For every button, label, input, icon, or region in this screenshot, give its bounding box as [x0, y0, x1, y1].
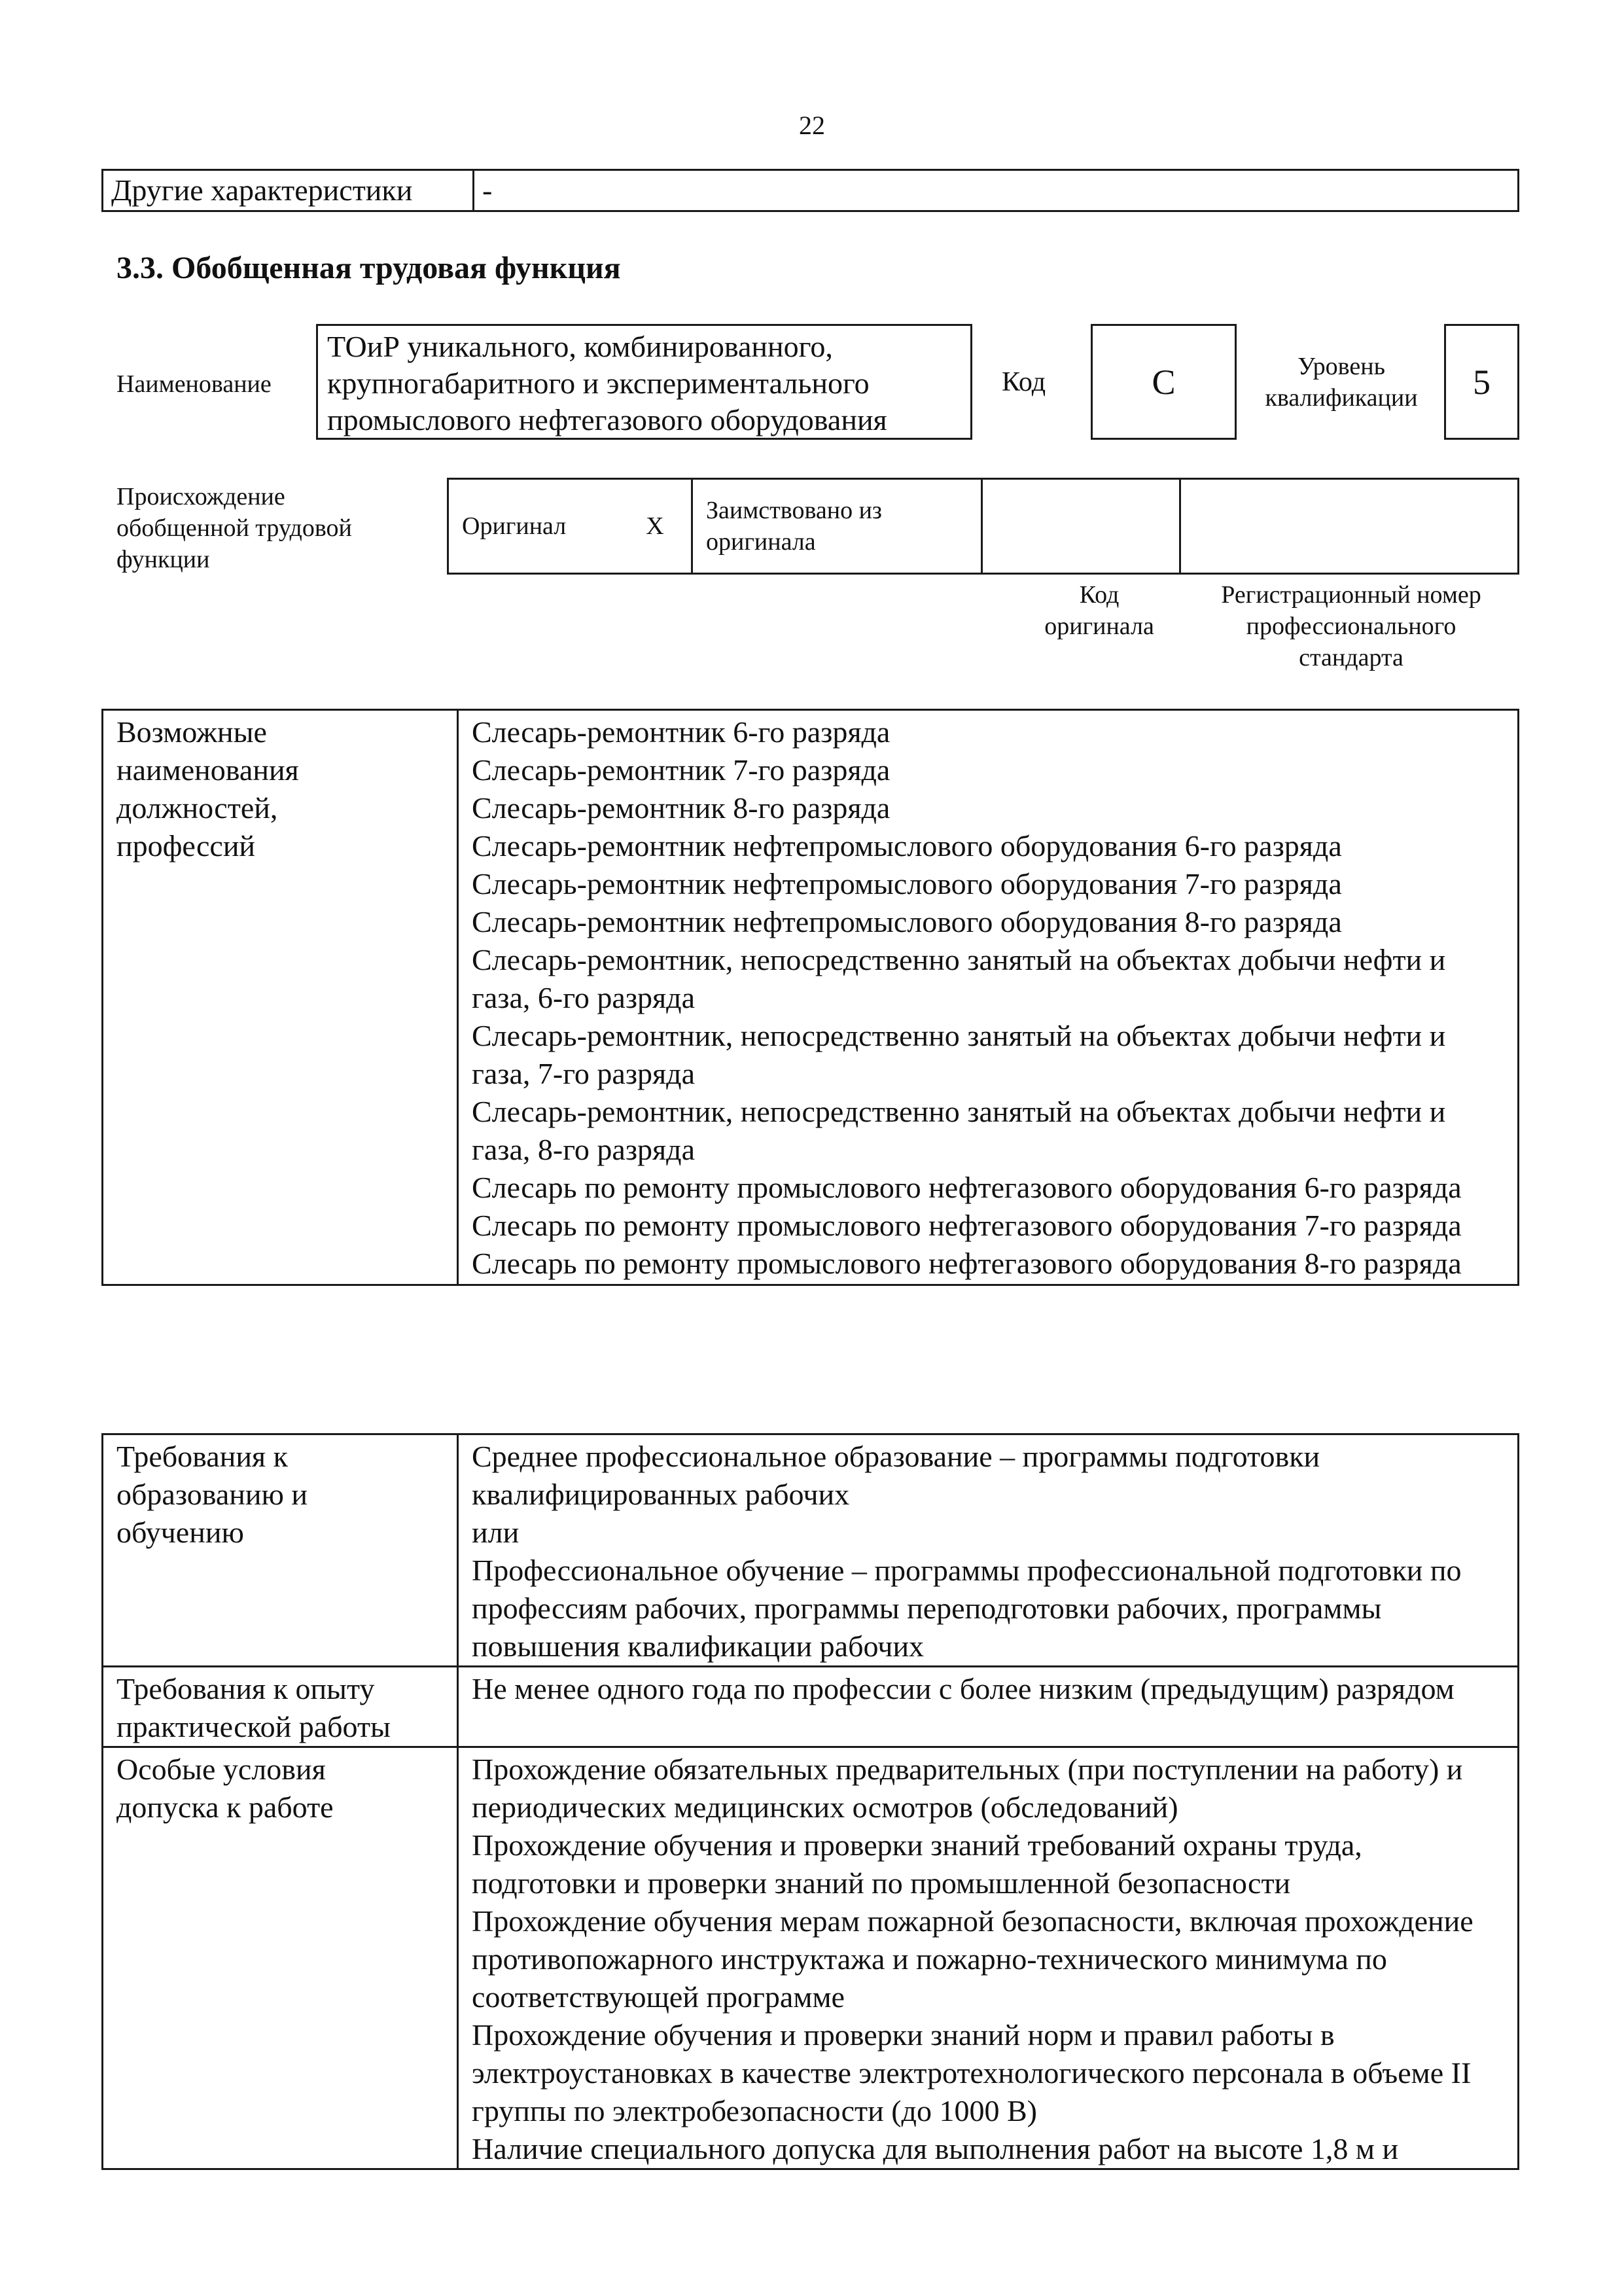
education-label-line: обучению	[116, 1516, 244, 1549]
original-mark: Х	[619, 479, 692, 574]
function-name-line: ТОиР уникального, комбинированного,	[327, 330, 833, 363]
caption-line: Код	[1079, 581, 1120, 609]
experience-requirements: Не менее одного года по профессии с более низким (предыдущим) разрядом	[458, 1667, 1519, 1747]
caption-line: Регистрационный номер	[1221, 581, 1481, 609]
profession-item: Слесарь по ремонту промыслового нефтегазового оборудования 7-го разряда	[472, 1209, 1462, 1242]
page-number: 22	[799, 111, 825, 140]
function-name-line: крупногабаритного и экспериментального	[327, 366, 870, 400]
origin-label-line: обобщенной трудовой	[116, 514, 352, 542]
professions-label-line: профессий	[116, 829, 256, 863]
profession-item: Слесарь-ремонтник нефтепромыслового оборудования 7-го разряда	[472, 867, 1342, 900]
profession-item: Слесарь-ремонтник, непосредственно занятый на объектах добычи нефти и газа, 7-го разряда	[472, 1019, 1446, 1090]
professions-label-line: должностей,	[116, 791, 278, 825]
profession-item: Слесарь-ремонтник 6-го разряда	[472, 715, 891, 749]
caption-line: стандарта	[1299, 644, 1403, 671]
original-code-cell	[982, 479, 1180, 574]
level-label-line: квалификации	[1265, 384, 1418, 412]
borrowed-label-line: оригинала	[706, 528, 816, 556]
professions-label-line: Возможные	[116, 715, 267, 749]
professions-label-line: наименования	[116, 753, 299, 787]
origin-label-line: Происхождение	[116, 483, 285, 510]
original-label: Оригинал	[448, 479, 620, 574]
admission-label	[103, 1747, 458, 2169]
code-value: С	[1091, 324, 1237, 440]
profession-item: Слесарь-ремонтник нефтепромыслового оборудования 6-го разряда	[472, 829, 1342, 863]
professions-list	[458, 710, 1519, 1285]
education-item: Профессиональное обучение – программы профессиональной подготовки по профессиям рабочих, программы переподготовки рабочих, программы повышения квалификации рабочих	[472, 1554, 1462, 1663]
admission-item: Прохождение обучения мерам пожарной безопасности, включая прохождение противопожарного инструктажа и пожарно-технического минимума по соответствующей программе	[472, 1904, 1474, 2014]
origin-label-line: функции	[116, 546, 210, 573]
origin-table	[447, 478, 1519, 575]
other-characteristics-label: Другие характеристики	[103, 170, 474, 211]
admission-label-line: Особые условия	[116, 1752, 326, 1786]
admission-conditions	[458, 1747, 1519, 2169]
profession-item: Слесарь по ремонту промыслового нефтегазового оборудования 6-го разряда	[472, 1171, 1462, 1204]
education-label-line: образованию и	[116, 1478, 308, 1511]
section-title: 3.3. Обобщенная трудовая функция	[116, 251, 621, 285]
education-requirements	[458, 1434, 1519, 1667]
level-label	[1256, 351, 1426, 414]
name-label: Наименование	[116, 370, 272, 398]
profession-item: Слесарь-ремонтник нефтепромыслового оборудования 8-го разряда	[472, 905, 1342, 938]
admission-item: Прохождение обучения и проверки знаний норм и правил работы в электроустановках в качестве электротехнологического персонала в объеме II группы по электробезопасности (до 1000 В)	[472, 2018, 1472, 2127]
education-item: или	[472, 1516, 520, 1549]
experience-label	[103, 1667, 458, 1747]
caption-line: профессионального	[1246, 613, 1456, 640]
profession-item: Слесарь-ремонтник, непосредственно занятый на объектах добычи нефти и газа, 8-го разряда	[472, 1095, 1446, 1166]
education-item: Среднее профессиональное образование – программы подготовки квалифицированных рабочих	[472, 1440, 1320, 1511]
experience-label-line: Требования к опыту	[116, 1672, 375, 1705]
admission-item: Прохождение обучения и проверки знаний требований охраны труда, подготовки и проверки знаний по промышленной безопасности	[472, 1828, 1362, 1900]
education-label-line: Требования к	[116, 1440, 288, 1473]
borrowed-label	[692, 479, 982, 574]
requirements-table	[101, 1433, 1519, 2170]
registration-number-cell	[1180, 479, 1519, 574]
function-name-box	[316, 324, 972, 440]
profession-item: Слесарь-ремонтник 7-го разряда	[472, 753, 891, 787]
professions-table	[101, 709, 1519, 1286]
other-characteristics-table	[101, 169, 1519, 212]
origin-label	[116, 481, 352, 575]
level-value: 5	[1444, 324, 1519, 440]
caption-original-code	[1011, 579, 1188, 642]
admission-item: Наличие специального допуска для выполнения работ на высоте 1,8 м и	[472, 2132, 1399, 2165]
admission-item: Прохождение обязательных предварительных (при поступлении на работу) и периодических медицинских осмотров (обследований)	[472, 1752, 1463, 1824]
other-characteristics-value: -	[474, 170, 1519, 211]
code-label: Код	[1002, 367, 1046, 397]
education-label	[103, 1434, 458, 1667]
profession-item: Слесарь-ремонтник, непосредственно занятый на объектах добычи нефти и газа, 6-го разряда	[472, 943, 1446, 1014]
function-name-line: промыслового нефтегазового оборудования	[327, 403, 887, 436]
caption-line: оригинала	[1044, 613, 1154, 640]
borrowed-label-line: Заимствовано из	[706, 497, 882, 524]
admission-label-line: допуска к работе	[116, 1790, 334, 1824]
caption-registration-number	[1184, 579, 1518, 673]
experience-label-line: практической работы	[116, 1710, 391, 1743]
professions-label	[103, 710, 458, 1285]
profession-item: Слесарь-ремонтник 8-го разряда	[472, 791, 891, 825]
profession-item: Слесарь по ремонту промыслового нефтегазового оборудования 8-го разряда	[472, 1247, 1462, 1280]
level-label-line: Уровень	[1297, 353, 1385, 380]
